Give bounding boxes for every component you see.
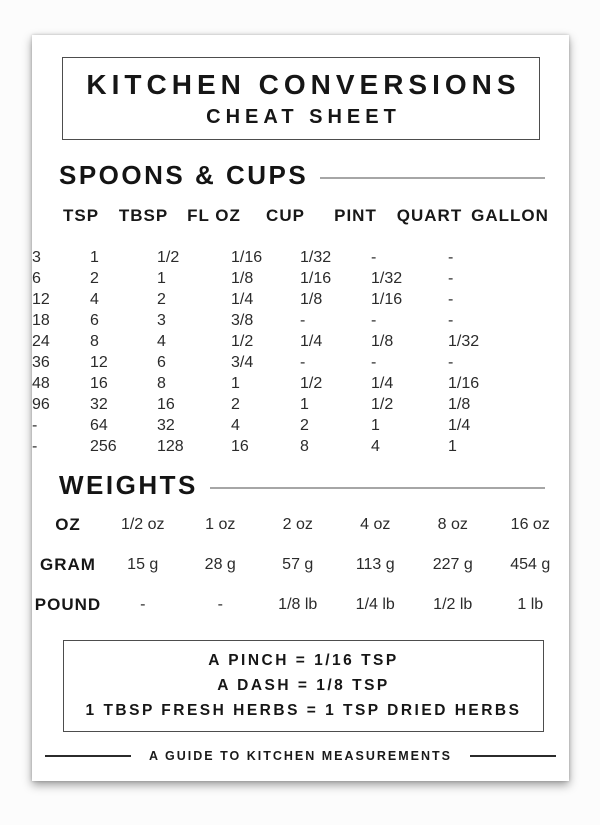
table-cell: 2 [90,270,99,287]
table-cell: 57 g [282,556,314,573]
section-heading-spoons-cups [59,160,545,190]
table-cell: 6 [157,354,166,371]
page-title: KITCHEN CONVERSIONS [86,68,521,100]
table-cell: 113 g [355,556,395,573]
table-cell: 2 [157,291,166,308]
table-cell: - [217,596,223,613]
table-cell: 32 [157,417,175,434]
table-row [32,352,569,373]
table-cell: 1/8 lb [278,596,318,613]
table-row [32,289,569,310]
table-cell: 1/2 lb [433,596,473,613]
table-cell: - [300,354,306,371]
column-header-tsp: TSP [62,206,100,225]
table-row [32,436,569,457]
row-label-oz: OZ [55,515,81,534]
table-row [32,310,569,331]
tips-box [63,640,544,732]
table-cell: 8 oz [437,516,468,533]
weights-table-body [32,505,569,625]
table-cell: 1 lb [517,596,544,613]
table-cell: - [448,312,454,329]
tip-herbs: 1 TBSP FRESH HERBS = 1 TSP DRIED HERBS [85,702,522,719]
table-cell: 3/8 [231,312,254,329]
table-cell: 4 oz [360,516,391,533]
table-cell: 1/8 [448,396,471,413]
spoons-table-header [52,206,552,226]
column-header-tbsp: TBSP [118,206,169,225]
table-cell: - [371,312,377,329]
table-cell: 1/2 oz [120,516,165,533]
table-cell: 18 [32,312,50,329]
spoons-table-body [32,247,569,457]
table-cell: 1/4 lb [355,596,395,613]
table-cell: 3 [32,249,41,266]
table-cell: 32 [90,396,108,413]
table-row [32,373,569,394]
column-header-quart: QUART [396,206,463,225]
table-cell: 1/32 [300,249,332,266]
table-cell: 1/16 [371,291,403,308]
spoons-cups-rule [320,177,545,179]
table-cell: 1/32 [371,270,403,287]
table-cell: 2 [231,396,240,413]
table-cell: 4 [90,291,99,308]
table-cell: - [371,249,377,266]
weights-rule [210,487,545,489]
title-box [62,57,540,140]
table-cell: 2 oz [282,516,313,533]
table-cell: - [32,417,38,434]
table-cell: 1/2 [300,375,323,392]
table-cell: 128 [157,438,184,455]
table-cell: 1/2 [157,249,180,266]
table-cell: 256 [90,438,117,455]
table-cell: 1 oz [205,516,236,533]
table-cell: 12 [90,354,108,371]
table-cell: 96 [32,396,50,413]
table-cell: 3/4 [231,354,254,371]
table-cell: 4 [371,438,380,455]
column-header-cup: CUP [266,206,305,225]
table-cell: 24 [32,333,50,350]
table-cell: 1/8 [300,291,323,308]
footer [32,746,569,766]
page-subtitle: CHEAT SHEET [206,105,401,128]
table-cell: - [448,291,454,308]
table-cell: 2 [300,417,309,434]
column-header-pint: PINT [334,206,377,225]
table-cell: 3 [157,312,166,329]
table-cell: 8 [300,438,309,455]
table-cell: 12 [32,291,50,308]
table-row [32,505,569,545]
table-cell: 1/4 [448,417,471,434]
table-cell: 454 g [510,556,551,573]
row-label-pound: POUND [34,595,102,614]
table-cell: 1/4 [371,375,394,392]
section-heading-weights [59,470,545,500]
weights-heading: WEIGHTS [59,469,198,500]
table-cell: 6 [90,312,99,329]
table-row [32,247,569,268]
table-cell: 1/32 [448,333,480,350]
row-label-gram: GRAM [40,555,96,574]
cheat-sheet-page [32,35,569,781]
table-cell: 1 [90,249,99,266]
table-cell: - [300,312,306,329]
table-cell: 8 [157,375,166,392]
table-cell: 1/2 [231,333,254,350]
table-cell: 1/4 [231,291,254,308]
table-row [32,415,569,436]
table-cell: 6 [32,270,41,287]
column-header-floz: FL OZ [187,206,241,225]
table-cell: 1 [157,270,166,287]
table-row [32,545,569,585]
table-cell: 15 g [127,556,159,573]
table-cell: 48 [32,375,50,392]
table-cell: 1 [231,375,240,392]
table-cell: 36 [32,354,50,371]
table-cell: 8 [90,333,99,350]
table-cell: 64 [90,417,108,434]
table-cell: 1 [371,417,380,434]
table-cell: 227 g [432,556,473,573]
table-cell: 16 [157,396,175,413]
table-row [32,394,569,415]
table-cell: 28 g [204,556,236,573]
table-cell: - [371,354,377,371]
table-row [32,331,569,352]
table-cell: 1/16 [300,270,332,287]
table-cell: 1/8 [231,270,254,287]
table-cell: - [32,438,38,455]
footer-text: A GUIDE TO KITCHEN MEASUREMENTS [149,749,452,763]
table-row [32,268,569,289]
table-cell: - [140,596,146,613]
table-cell: 1/16 [448,375,480,392]
table-cell: 4 [157,333,166,350]
table-cell: 1/4 [300,333,323,350]
table-cell: 1/8 [371,333,394,350]
footer-rule-left [45,755,131,757]
table-cell: 16 [90,375,108,392]
table-cell: - [448,354,454,371]
footer-rule-right [470,755,556,757]
spoons-cups-heading: SPOONS & CUPS [59,159,309,190]
table-cell: - [448,270,454,287]
column-header-gallon: GALLON [471,206,549,225]
table-cell: 16 [231,438,249,455]
table-cell: 1 [448,438,457,455]
table-cell: 4 [231,417,240,434]
table-cell: 16 oz [510,516,550,533]
tip-dash: A DASH = 1/8 TSP [217,677,390,694]
table-cell: - [448,249,454,266]
table-cell: 1 [300,396,309,413]
table-row [32,585,569,625]
table-cell: 1/2 [371,396,394,413]
tip-pinch: A PINCH = 1/16 TSP [208,652,399,669]
table-cell: 1/16 [231,249,263,266]
